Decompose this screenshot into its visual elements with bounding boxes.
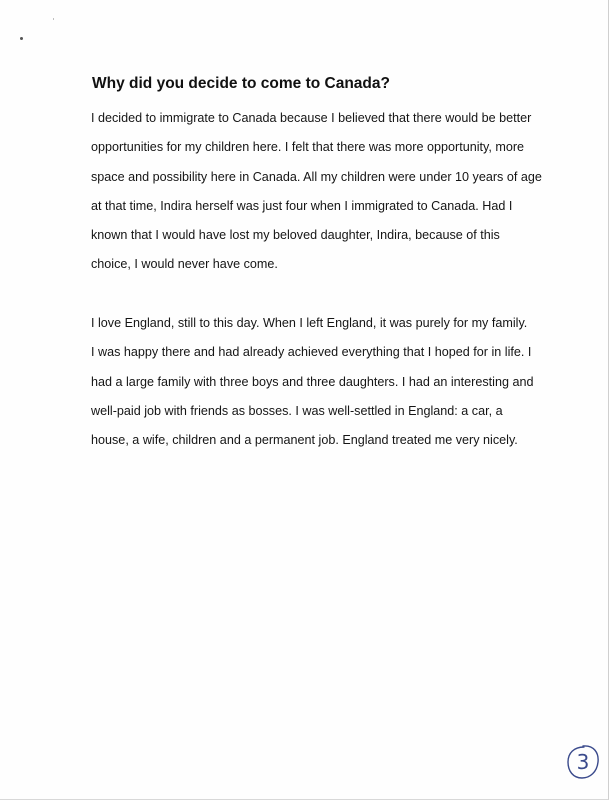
paragraph-line: had a large family with three boys and three daughters. I had an interesting and bbox=[91, 374, 534, 389]
scan-speck bbox=[20, 37, 23, 40]
paragraph-line: opportunities for my children here. I felt that there was more opportunity, more bbox=[91, 140, 525, 155]
paragraph-line: I love England, still to this day. When I left England, it was purely for my family. bbox=[91, 316, 528, 330]
paragraph-2 bbox=[91, 309, 551, 455]
paragraph-line: I was happy there and had already achieved everything that I hoped for in life. I bbox=[91, 345, 532, 360]
paragraph-line: I decided to immigrate to Canada because I believed that there would be better bbox=[91, 111, 532, 125]
handwritten-page-number bbox=[565, 743, 601, 781]
paragraph-line: space and possibility here in Canada. All my children were under 10 years of age bbox=[91, 169, 542, 184]
paragraph-line: at that time, Indira herself was just four when I immigrated to Canada. Had I bbox=[91, 198, 513, 213]
scan-speck bbox=[53, 18, 54, 20]
paragraph-line: choice, I would never have come. bbox=[91, 257, 278, 272]
page-number-value: 3 bbox=[576, 750, 590, 774]
paragraph-line: well-paid job with friends as bosses. I was well-settled in England: a car, a bbox=[91, 403, 503, 418]
paragraph-line: house, a wife, children and a permanent job. England treated me very nicely. bbox=[91, 433, 518, 448]
question-heading: Why did you decide to come to Canada? bbox=[92, 75, 390, 92]
paragraph-1 bbox=[91, 104, 551, 280]
paragraph-line: known that I would have lost my beloved daughter, Indira, because of this bbox=[91, 228, 500, 243]
